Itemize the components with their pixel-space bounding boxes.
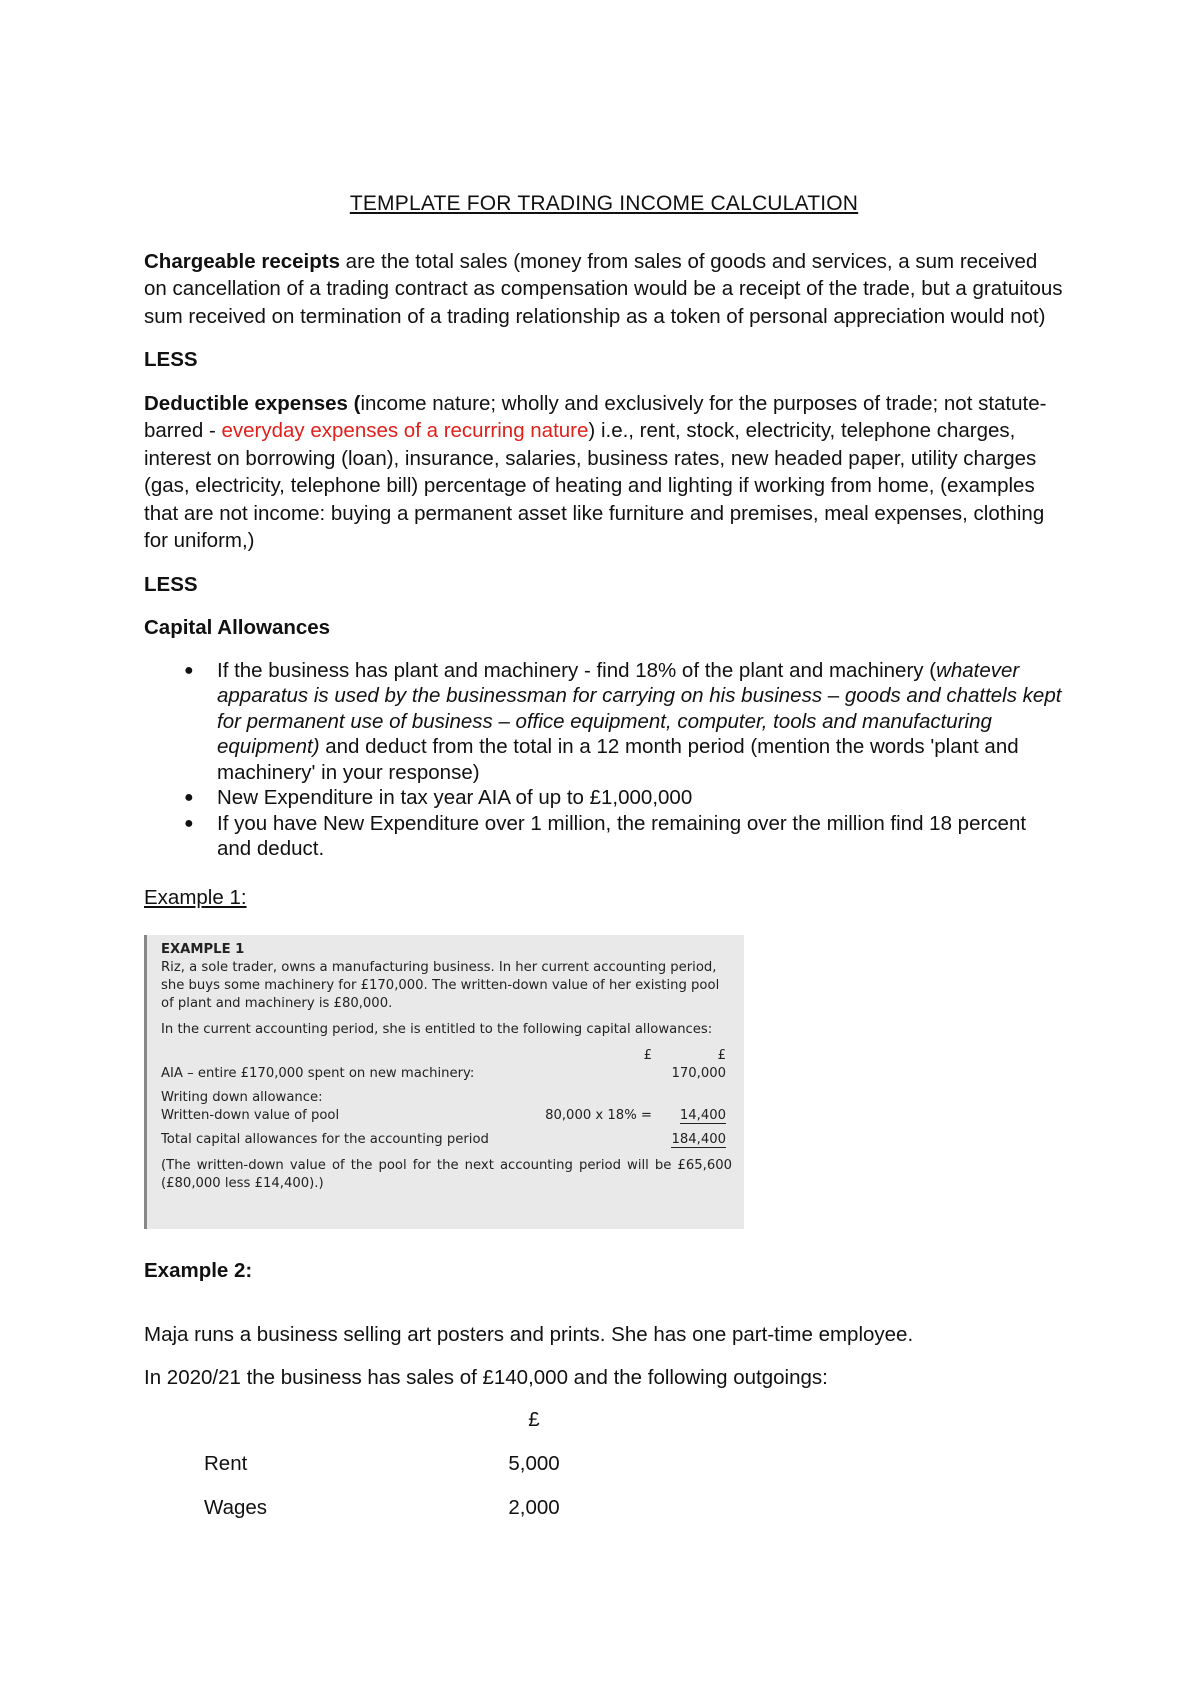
bullet-icon: ● (184, 814, 194, 832)
outgoings-table (144, 1398, 574, 1530)
row-amount: 5,000 (508, 1451, 560, 1475)
currency-header: £ (528, 1407, 540, 1431)
deductible-expenses-paragraph (144, 390, 1064, 555)
aia-value: 170,000 (671, 1066, 726, 1081)
capital-allowances-heading: Capital Allowances (144, 616, 331, 639)
chargeable-receipts-text: are the total sales (money from sales of goods and services, a sum received on cancellation of a trading contract as compensation would be a receipt of the trade, but a gratuitous sum received on termination of a trading relationship as a token of personal appreciation would not) (144, 249, 1063, 328)
example-box-title: EXAMPLE 1 (161, 942, 245, 957)
document-page (144, 190, 1064, 1530)
row-label: Rent (204, 1451, 248, 1475)
currency-header-2: £ (717, 1048, 726, 1063)
example-1-image (144, 935, 744, 1229)
example-box-table (161, 1047, 732, 1149)
chargeable-receipts-heading: Chargeable receipts (144, 249, 340, 273)
bullet-1-italic: whatever apparatus is used by the businessman for carrying on his business – goods and chattels kept for permanent use of business – office equipment, computer, tools and manufacturing equipment) (217, 658, 1062, 758)
aia-label: AIA – entire £170,000 spent on new machinery: (161, 1066, 475, 1081)
chargeable-receipts-paragraph (144, 248, 1064, 331)
bullet-2-text: New Expenditure in tax year AIA of up to £1,000,000 (217, 786, 693, 809)
wdv-label: Written-down value of pool (161, 1108, 340, 1123)
total-label: Total capital allowances for the accounting period (161, 1132, 489, 1147)
example-1-label: Example 1: (144, 885, 247, 909)
bullet-icon: ● (184, 661, 194, 679)
deductible-expenses-text-1: income nature; wholly and exclusively for the purposes of trade; not statute-barred - (144, 391, 1047, 442)
total-value: 184,400 (671, 1132, 726, 1147)
wdv-calc: 80,000 x 18% = (545, 1108, 652, 1123)
bullet-1-text-a: If the business has plant and machinery - find 18% of the plant and machinery ( (217, 658, 937, 682)
example-2-label: Example 2: (144, 1259, 253, 1282)
example-2-line-1: Maja runs a business selling art posters and prints. She has one part-time employee. (144, 1322, 914, 1346)
deductible-expenses-highlight: everyday expenses of a recurring nature (221, 419, 589, 442)
capital-allowances-list (144, 658, 1064, 862)
example-box-note: (The written-down value of the pool for the next accounting period will be £65,600 (£80,000 less £14,400).) (161, 1158, 732, 1191)
example-2-line-2: In 2020/21 the business has sales of £140,000 and the following outgoings: (144, 1366, 828, 1389)
table-row (144, 1442, 574, 1486)
bullet-1-text-b: and deduct from the total in a 12 month period (mention the words 'plant and machinery' in your response) (217, 735, 1019, 784)
bullet-3-text: If you have New Expenditure over 1 million, the remaining over the million find 18 percent and deduct. (217, 811, 1027, 860)
row-label: Wages (204, 1495, 268, 1519)
less-label-1: LESS (144, 348, 198, 371)
less-label-2: LESS (144, 572, 198, 596)
row-amount: 2,000 (508, 1495, 560, 1519)
deductible-expenses-text-2: ) i.e., rent, stock, electricity, telephone charges, interest on borrowing (loan), insurance, salaries, business rates, new headed paper, utility charges (gas, electricity, telephone bill) percentage of heating and lighting if working from home, (examples that are not income: buying a permanent asset like furniture and premises, meal expenses, clothing for uniform,) (144, 419, 1045, 552)
wdv-value: 14,400 (679, 1108, 726, 1123)
table-row (144, 1486, 574, 1530)
list-item (144, 785, 1064, 811)
table-row (144, 1398, 574, 1442)
list-item (144, 811, 1064, 862)
deductible-expenses-heading: Deductible expenses ( (144, 391, 361, 415)
list-item (144, 658, 1064, 786)
example-box-intro: Riz, a sole trader, owns a manufacturing business. In her current accounting period, she buys some machinery for £170,000. The written-down value of her existing pool of plant and machinery is £80,000. (161, 960, 720, 1011)
bullet-icon: ● (184, 789, 194, 806)
currency-header-1: £ (643, 1048, 652, 1063)
document-title: TEMPLATE FOR TRADING INCOME CALCULATION (349, 192, 859, 215)
wda-label: Writing down allowance: (161, 1090, 323, 1105)
example-box-entitled: In the current accounting period, she is entitled to the following capital allowances: (161, 1022, 713, 1037)
